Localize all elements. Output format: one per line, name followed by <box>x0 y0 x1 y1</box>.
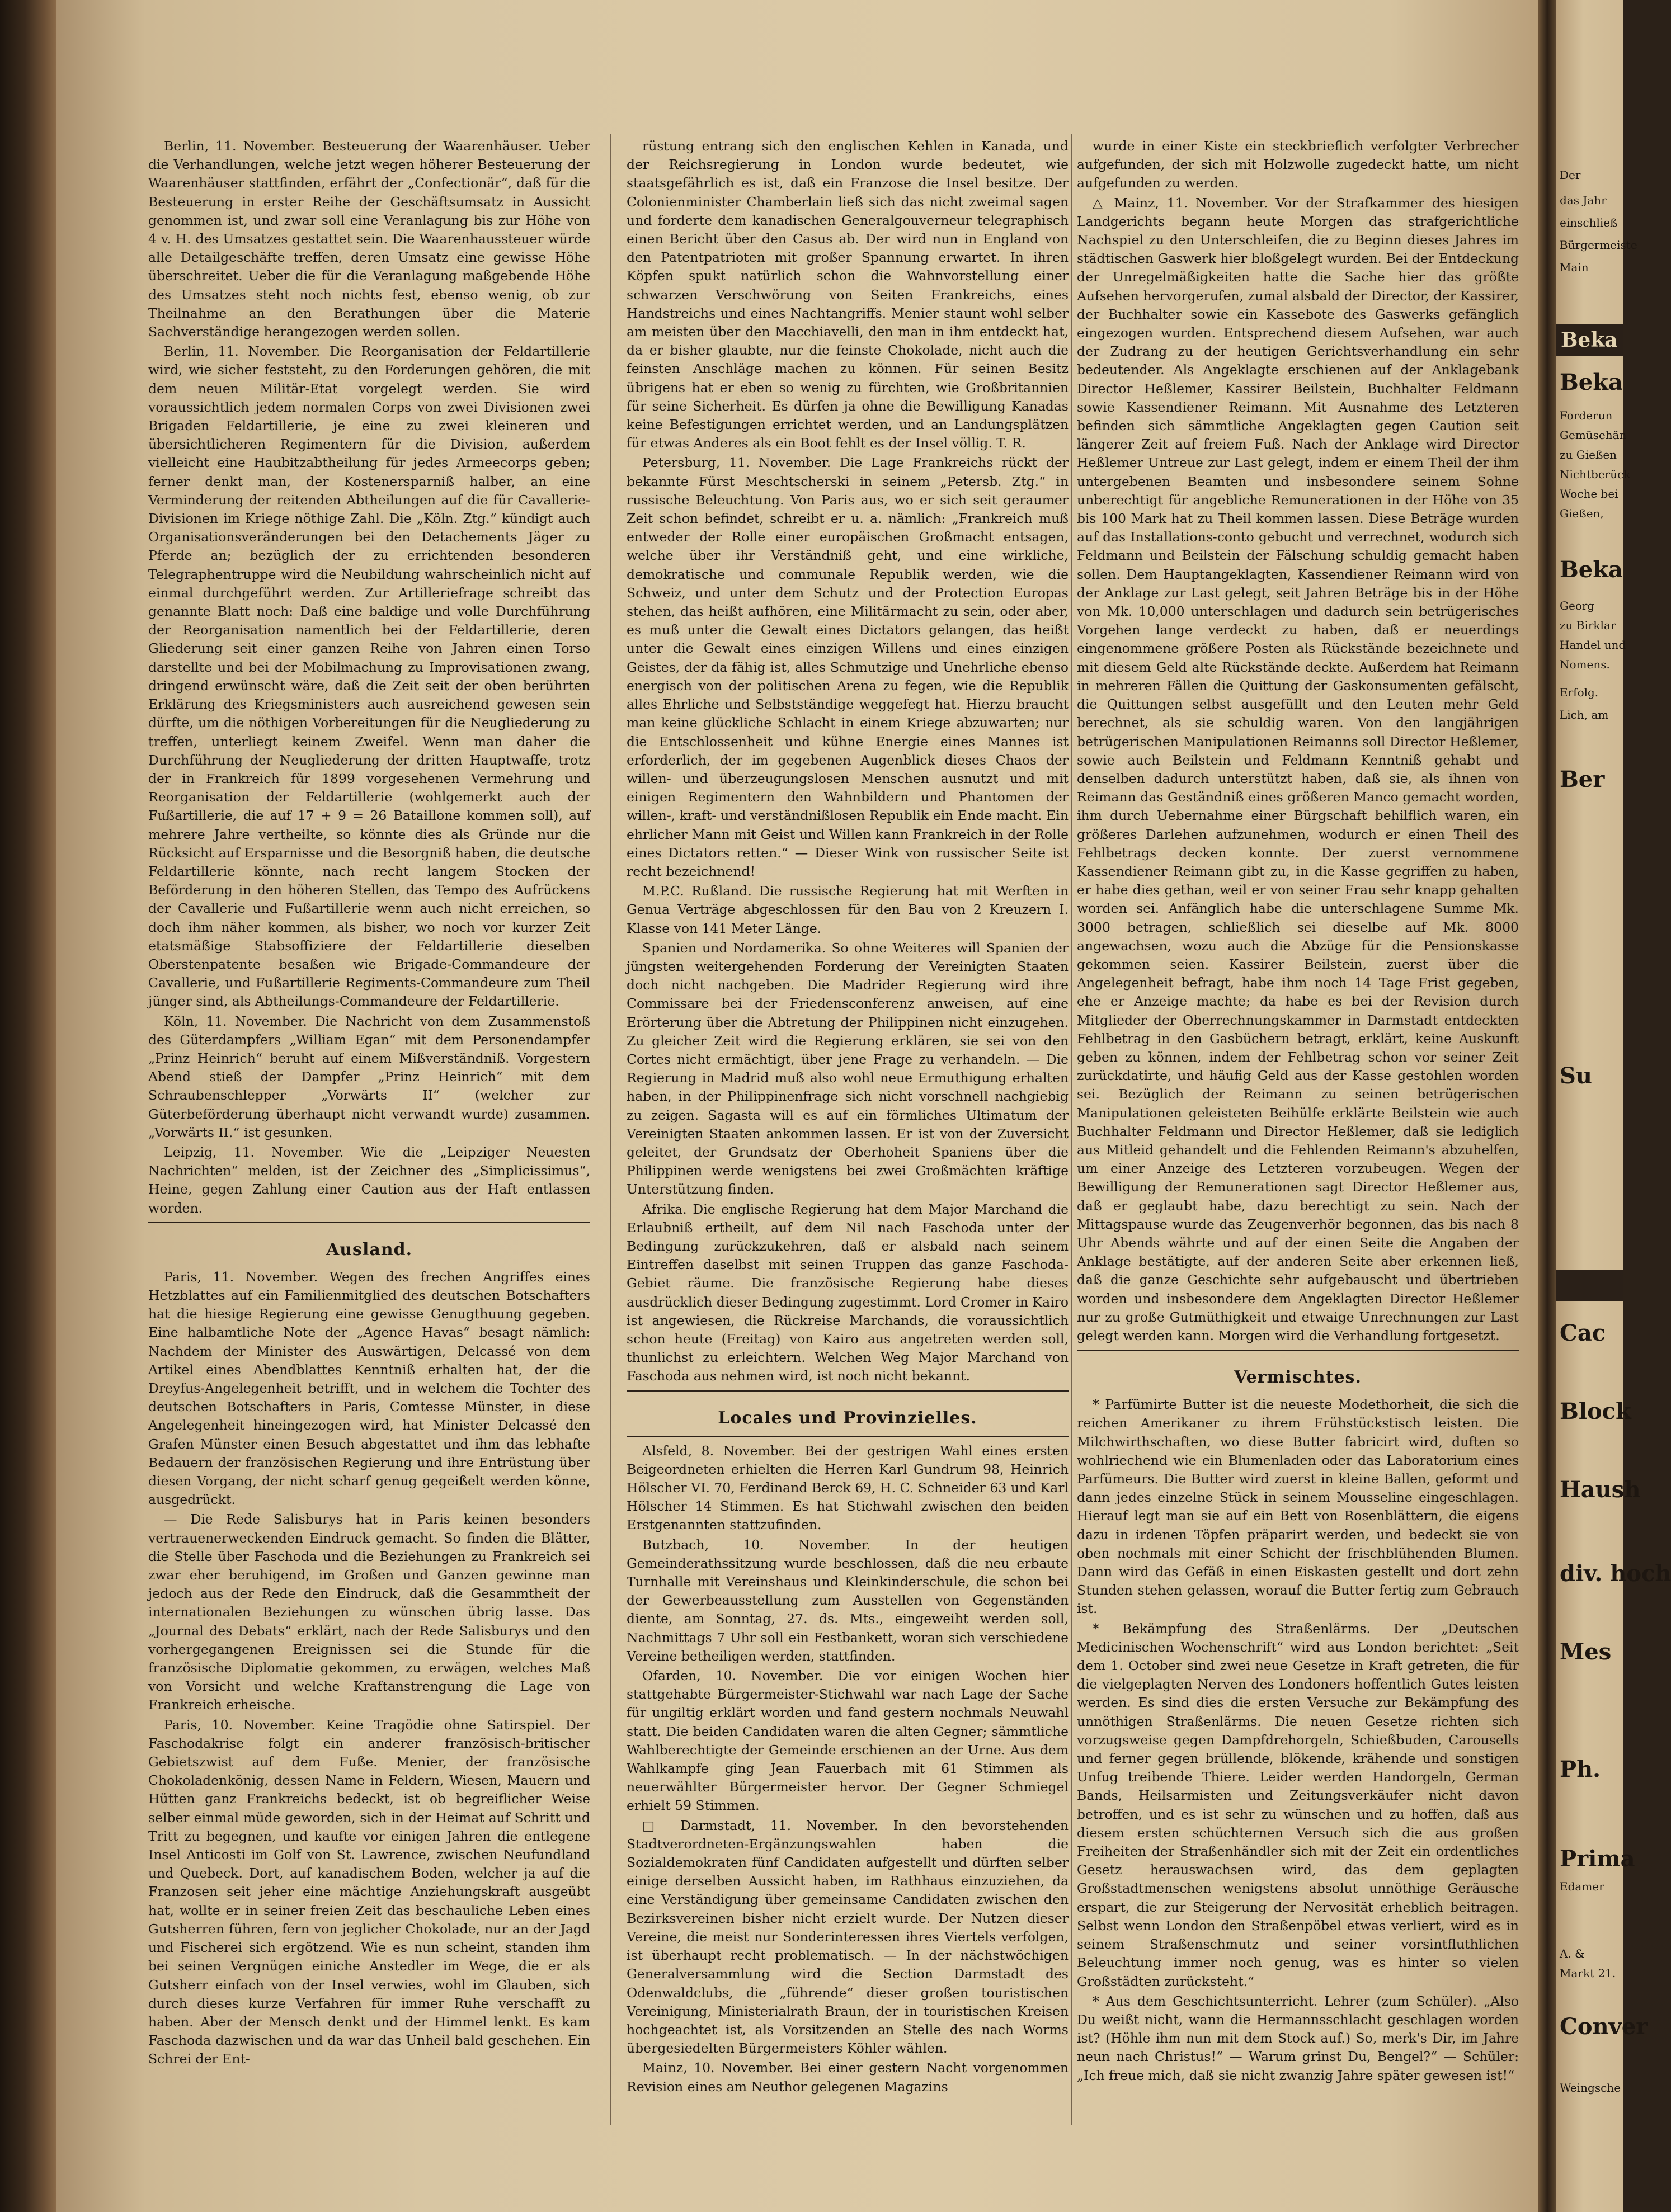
margin-fragment: Der <box>1560 168 1581 182</box>
book-binding-edge <box>0 0 56 2212</box>
ad-title: Beka <box>1560 556 1623 583</box>
ad-header-box <box>1556 324 1623 356</box>
column-3 <box>1077 137 1519 2128</box>
article-paragraph: * Bekämpfung des Straßenlärms. Der „Deutschen Medicinischen Wochenschrift“ wird aus London berichtet: „Seit dem 1. October sind zwei neue Gesetze in Kraft getreten, die für die vielgeplagten Nerven des Londoners hoffentlich Gutes leisten werden. Es sind dies die ersten Versuche zur Bekämpfung des unnöthigen Straßenlärms. Die neuen Gesetze richten sich vorzugsweise gegen Dampfdrehorgeln, Schießbuden, Carousells und ferner gegen brüllende, blökende, krähende und sonstigen Unfug treibende Thiere. Leider werden Handorgeln, German Bands, Heilsarmisten und Zeitungsverkäufer nicht davon betroffen, und es ist sehr zu wünschen und zu hoffen, daß aus diesem ersten schüchternen Versuch sich die aus großen Freiheiten der Straßenhändler sich mit der Zeit ein ordentliches Gesetz herauswachsen wird, das dem geplagten Großstadtmenschen wenigstens absolut unnöthige Geräusche erspart, die zur Steigerung der Nervosität erheblich beitragen. Selbst wenn London den Straßenpöbel etwas verliert, wird es in seinem Straßenschmutz und seiner vorsintfluthlichen Beleuchtung immer noch genug, was es hinter so vielen Großstädten zurücksteht.“ <box>1077 1620 1519 1989</box>
ad-title: div. hoch <box>1560 1560 1671 1587</box>
article-paragraph: wurde in einer Kiste ein steckbrieflich verfolgter Verbrecher aufgefunden, der sich mit Holzwolle zugedeckt hatte, um nicht aufgefunden zu werden. <box>1077 138 1519 191</box>
margin-fragment: Erfolg. <box>1560 686 1599 699</box>
margin-fragment: Nomens. <box>1560 658 1610 671</box>
margin-fragment: das Jahr <box>1560 194 1607 207</box>
article-paragraph: Leipzig, 11. November. Wie die „Leipziger Neuesten Nachrichten“ melden, ist der Zeichner des „Simplicissimus“, Heine, gegen Zahlung einer Caution aus der Haft entlassen worden. <box>148 1144 590 1216</box>
ad-title: Block <box>1560 1398 1631 1425</box>
margin-fragment: Weingsche <box>1560 2081 1621 2095</box>
article-paragraph: Paris, 11. November. Wegen des frechen Angriffes eines Hetzblattes auf ein Familienmitglied des deutschen Botschafters hat die hiesige Regierung eine gewisse Genugthuung gegeben. Eine halbamtliche Note der „Agence Havas“ besagt nämlich: Nachdem der Minister des Auswärtigen, Delcassé von dem Artikel eines Abendblattes Kenntniß erhalten hat, der die Dreyfus-Angelegenheit betrifft, und in welchem die Tochter des deutschen Botschafters in Paris, Comtesse Münster, in diese Angelegenheit hineingezogen wird, hat Minister Delcassé den Grafen Münster einen Besuch abgestattet und ihm das lebhafte Bedauern der französischen Regierung und ihre Entrüstung über diesen Vorgang, der nicht scharf genug gegeißelt werden könne, ausgedrückt. <box>148 1268 590 1508</box>
article-paragraph: Afrika. Die englische Regierung hat dem Major Marchand die Erlaubniß ertheilt, auf dem Nil nach Faschoda unter der Bedingung zurückzukehren, daß er alsbald nach seinem Eintreffen daselbst mit seinen Truppen das ganze Faschoda-Gebiet räume. Die französische Regierung habe dieses ausdrücklich dieser Bedingung zugestimmt. Lord Cromer in Kairo ist angewiesen, die Rückreise Marchands, die voraussichtlich schon heute (Freitag) von Kairo aus angetreten werden soll, thunlichst zu erleichtern. Welchen Weg Major Marchand von Faschoda aus nehmen wird, ist noch nicht bekannt. <box>627 1201 1069 1384</box>
article-paragraph: Paris, 10. November. Keine Tragödie ohne Satirspiel. Der Faschodakrise folgt ein anderer französisch-britischer Gebietszwist auf dem Fuße. Menier, der französische Chokoladenkönig, dessen Name in Feldern, Wiesen, Mauern und Hütten ganz Frankreichs bedeckt, ist ob begreiflicher Weise selber einmal müde geworden, sich in der Heimat auf Schritt und Tritt zu begegnen, und kaufte vor einigen Jahren die entlegene Insel Anticosti im Golf von St. Lawrence, zwischen Neufundland und Quebeck. Dort, auf kanadischem Boden, welcher ja auf die Franzosen seit jeher eine mächtige Anziehungskraft ausgeübt hat, wollte er in seiner freien Zeit das beschauliche Leben eines Gutsherren führen, fern von jeglicher Chokolade, nur an der Jagd und Fischerei sich ergötzend. Wie es nun scheint, standen ihm bei seinen Vergnügen einiche Anstedler im Wege, die er als Gutsherr einfach von der Insel verwies, wohl im Glauben, sich durch dieses kurze Verfahren für immer Ruhe verschafft zu haben. Aber der Mensch denkt und der Himmel lenkt. Es kam Faschoda dazwischen und da war das Unheil bald geschehen. Ein Schrei der Ent- <box>148 1716 590 2067</box>
margin-fragment: Main <box>1560 261 1589 274</box>
adjacent-page-edge <box>1556 0 1671 2212</box>
article-paragraph: * Parfümirte Butter ist die neueste Modethorheit, die sich die reichen Amerikaner zu ihrem Frühstückstisch leisten. Die Milchwirthschaften, wo diese Butter fabricirt wird, duften so wohlriechend wie ein Blumenladen oder das Laboratorium eines Parfümeurs. Die Butter wird zuerst in kleine Ballen, geformt und dann jedes einzelne Stück in seinem Mousseline eingeschlagen. Hierauf legt man sie auf ein Bett von Rosenblättern, die eigens dazu in irdenen Töpfen präparirt werden, und bedeckt sie von oben nochmals mit einer Schicht der frischblühenden Blumen. Dann wird das Gefäß in einen Eiskasten gestellt und dort zehn Stunden stehen gelassen, worauf die Butter fertig zum Gebrauch ist. <box>1077 1397 1519 1617</box>
margin-fragment: zu Gießen <box>1560 448 1617 461</box>
margin-fragment: Edamer <box>1560 1880 1604 1893</box>
margin-fragment: Gemüsehän <box>1560 428 1627 442</box>
ad-title: Ber <box>1560 766 1605 793</box>
margin-fragment: Gießen, <box>1560 507 1604 520</box>
section-heading-locales: Locales und Provinzielles. <box>718 1408 977 1428</box>
ad-title: Cac <box>1560 1320 1606 1346</box>
section-rule <box>1077 1350 1519 1351</box>
article-paragraph: Spanien und Nordamerika. So ohne Weiteres will Spanien der jüngsten weitergehenden Forderung der Vereinigten Staaten doch nicht nachgeben. Die Madrider Regierung wird ihre Commissare bei der Friedensconferenz anweisen, auf eine Erörterung über die Abtretung der Philippinen nicht einzugehen. Zu gleicher Zeit wird die Regierung erklären, sie sei von den Cortes nicht ermächtigt, über jene Frage zu verhandeln. — Die Regierung in Madrid muß also wohl neue Ermuthigung erhalten haben, in der Philippinenfrage sich nicht vorschnell nachgiebig zu zeigen. Sagasta will es auf ein förmliches Ultimatum der Vereinigten Staaten ankommen lassen. Er ist von der Zuversicht geleitet, der Grundsatz der Oberhoheit Spaniens über die Philippinen werde wenigstens bei zwei Großmächten kräftige Unterstützung finden. <box>627 940 1069 1197</box>
margin-fragment: A. & <box>1560 1947 1585 1960</box>
margin-fragment: Lich, am <box>1560 708 1609 721</box>
article-paragraph: Alsfeld, 8. November. Bei der gestrigen Wahl eines ersten Beigeordneten erhielten die Herren Karl Gundrum 98, Heinrich Hölscher VI. 70, Ferdinand Berck 69, H. C. Schneider 63 und Karl Hölscher 14 Stimmen. Es hat Stichwahl zwischen den beiden Erstgenannten stattzufinden. <box>627 1442 1069 1533</box>
article-paragraph: Petersburg, 11. November. Die Lage Frankreichs rückt der bekannte Fürst Meschtscherski in seinem „Petersb. Ztg.“ in russische Beleuchtung. Von Paris aus, wo er sich seit geraumer Zeit schon befindet, schreibt er u. a. nämlich: „Frankreich muß entweder der Rolle einer europäischen Großmacht entsagen, welche über ihr Verständniß geht, und eine wirkliche, demokratische und communale Republik werden, wie die Schweiz, und unter dem Schutz und der Protection Europas stehen, das heißt aufhören, eine Militärmacht zu sein, oder aber, es muß unter die Gewalt eines Dictators gelangen, das heißt unter die Gewalt eines einzigen Willens und eines einzigen Geistes, der da fähig ist, alles Schmutzige und Unehrliche ebenso energisch von der politischen Arena zu fegen, wie die Republik alles Ehrliche und Selbstständige weggefegt hat. Hierzu braucht man keine glückliche Schlacht in einem Kriege abzuwarten; nur die Entschlossenheit und kühne Energie eines Mannes ist erforderlich, der im gegebenen Augenblick dieses Chaos der willen- und überzeugungslosen Menschen ausnutzt und mit einigen Regimentern den Wahnbildern und Phantomen der willen-, kraft- und verständnißlosen Republik ein Ende macht. Ein ehrlicher Mann mit Geist und Willen kann Frankreich in der Rolle eines Dictators retten.“ — Dieser Wink von russischer Seite ist recht bezeichnend! <box>627 455 1069 879</box>
article-paragraph: M.P.C. Rußland. Die russische Regierung hat mit Werften in Genua Verträge abgeschlossen für den Bau von 2 Kreuzern I. Klasse von 141 Meter Länge. <box>627 883 1069 936</box>
article-paragraph: Berlin, 11. November. Die Reorganisation der Feldartillerie wird, wie sicher feststeht, zu den Forderungen gehören, die mit dem neuen Militär-Etat vorgelegt werden. Sie wird voraussichtlich jedem normalen Corps von zwei Divisionen zwei Brigaden Feldartillerie, je eine zu zwei kleineren und übersichtlicheren Regimentern für die Division, außerdem vielleicht eine Haubitzabtheilung für jedes Armeecorps geben; ferner denkt man, der Kostenersparniß halber, an eine Verminderung der reitenden Abtheilungen auf die für Cavallerie-Divisionen im Kriege nöthige Zahl. Die „Köln. Ztg.“ kündigt auch Organisationsveränderungen bei den Detachements Jäger zu Pferde an; bezüglich der zu errichtenden besonderen Telegraphentruppe wird die Neubildung wahrscheinlich nicht auf einmal durchgeführt werden. Zur Artilleriefrage schreibt das genannte Blatt noch: Daß eine baldige und volle Durchführung der Reorganisation namentlich bei der Feldartillerie, deren Gliederung seit einer ganzen Reihe von Jahren einen Torso darstellte und bei der Mobilmachung zu Improvisationen zwang, dringend erwünscht wäre, daß die Zeit seit der oben berührten Erklärung des Kriegsministers auch ausreichend gewesen sein dürfte, um die nöthigen Vorbereitungen für die Neugliederung zu treffen, unterliegt keinem Zweifel. Wenn man daher die Durchführung der Neugliederung der dritten Hauptwaffe, trotz der in Frankreich für 1899 vorgesehenen Vermehrung und Reorganisation der Feldartillerie (wohlgemerkt auch der Fußartillerie, die auf 17 + 9 = 26 Bataillone kommen soll), auf mehrere Jahre vertheilte, so könnte dies als Gründe nur die Rücksicht auf Ersparnisse und die Besorgniß haben, die deutsche Feldartillerie könnte, nach recht langem Stocken der Beförderung in den höheren Stellen, das Tempo des Aufrückens der Cavallerie und Fußartillerie wenn auch nicht erreichen, so doch ihm näher kommen, als bisher, wo noch vor kurzer Zeit etatsmäßige Stabsoffiziere der Feldartillerie dieselben Oberstenpatente besaßen wie Brigade-Commandeure der Cavallerie, und Fußartillerie Regiments-Commandeure zum Theil jünger sind, als Abtheilungs-Commandeure der Feldartillerie. <box>148 343 590 1010</box>
section-rule <box>627 1436 1069 1437</box>
margin-fragment: Handel und <box>1560 638 1626 652</box>
ad-title: Haush <box>1560 1477 1641 1503</box>
margin-fragment: Woche bei <box>1560 487 1618 501</box>
ad-title: Mes <box>1560 1639 1612 1665</box>
article-paragraph: Ofarden, 10. November. Die vor einigen Wochen hier stattgehabte Bürgermeister-Stichwahl war nach Lage der Sache für ungiltig erklärt worden und fand gestern nochmals Neuwahl statt. Die beiden Candidaten waren die alten Gegner; sämmtliche Wahlberechtigte der Gemeinde erschienen an der Urne. Aus dem Wahlkampfe ging Jean Fauerbach mit 61 Stimmen als neuerwählter Bürgermeister hervor. Der Gegner Schmiegel erhielt 59 Stimmen. <box>627 1668 1069 1814</box>
article-paragraph: — Die Rede Salisburys hat in Paris keinen besonders vertrauenerweckenden Eindruck gemacht. So finden die Blätter, die Stelle über Faschoda und die Beziehungen zu Frankreich sei zwar eher beruhigend, im Großen und Ganzen gewinne man jedoch aus der Rede den Eindruck, daß die Gesammtheit der internationalen Beziehungen zu wünschen übrig lasse. Das „Journal des Debats“ erklärt, nach der Rede Salisburys und den vorhergegangenen Ereignissen sei die Stunde für die französische Diplomatie gekommen, zu erwägen, welches Maß von Vorsicht und welche Kraftanstrengung die Lage von Frankreich erheische. <box>148 1511 590 1713</box>
column-1 <box>148 137 590 2128</box>
page-gutter <box>1538 0 1556 2212</box>
ad-title: Ph. <box>1560 1756 1601 1782</box>
column-rule <box>1071 134 1072 2125</box>
section-heading-vermischtes: Vermischtes. <box>1234 1367 1362 1388</box>
article-paragraph: rüstung entrang sich den englischen Kehlen in Kanada, und der Reichsregierung in London wurde bedeutet, wie staatsgefährlich es ist, daß ein Franzose die Insel besitze. Der Colonienminister Chamberlain ließ sich das nicht zweimal sagen und forderte dem kanadischen Generalgouverneur telegraphisch einen Bericht über den Casus ab. Der wird nun in England von den Patentpatrioten mit großer Spannung erwartet. In ihren Köpfen spukt natürlich schon die Wahnvorstellung einer schwarzen Verschwörung von Seiten Frankreichs, eines Handstreichs und eines Nachtangriffs. Menier staunt wohl selber am meisten über den Macchiavelli, den man in ihm entdeckt hat, da er bisher glaubte, nur die feinste Chokolade, nicht auch die feinsten Anschläge machen zu können. Für seinen Besitz übrigens hat er eben so wenig zu fürchten, wie Großbritannien für seine Sicherheit. Es dürfen ja ohne die Bewilligung Kanadas keine Befestigungen errichtet werden, und an Landungsplätzen für etwas Anderes als ein Boot fehlt es der Insel völlig. T. R. <box>627 138 1069 451</box>
section-rule <box>627 1390 1069 1392</box>
section-heading-ausland: Ausland. <box>326 1239 413 1260</box>
article-paragraph: Berlin, 11. November. Besteuerung der Waarenhäuser. Ueber die Verhandlungen, welche jetzt wegen höherer Besteuerung der Waarenhäuser stattfinden, erfährt der „Confectionär“, daß für die Besteuerung in erster Reihe der Geschäftsumsatz in Aussicht genommen ist, und zwar soll eine Veranlagung bis zur Höhe von 4 v. H. des Umsatzes gestattet sein. Die Waarenhaussteuer würde alle Detailgeschäfte treffen, deren Umsatz eine gewisse Höhe überschreitet. Ueber die für die Veranlagung maßgebende Höhe des Umsatzes steht noch nichts fest, ebenso wenig, ob zur Theilnahme an den Berathungen über die Materie Sachverständige herangezogen werden sollen. <box>148 138 590 340</box>
ad-title: Conver <box>1560 2013 1648 2040</box>
column-rule <box>610 134 611 2125</box>
article-paragraph: □ Darmstadt, 11. November. In den bevorstehenden Stadtverordneten-Ergänzungswahlen haben die Sozialdemokraten fünf Candidaten aufgestellt und dürften selber einige derselben Aussicht haben, im Rathhaus einzuziehen, da eine Verständigung über gemeinsame Candidaten zwischen den Bezirksvereinen bisher nicht erzielt wurde. Der Nutzen dieser Vereine, die meist nur Sonderinteressen ihres Viertels verfolgen, ist überhaupt recht problematisch. — In der nächstwöchigen Generalversammlung wird die Section Darmstadt des Odenwaldclubs, die „führende“ dieser großen touristischen Vereinigung, Ministerialrath Braun, der in touristischen Kreisen hochgeachtet ist, als Vorsitzenden an Stelle des nach Worms übergesiedelten Bürgermeisters Köhler wählen. <box>627 1817 1069 2057</box>
ad-header-text: Beka <box>1561 328 1618 352</box>
section-rule <box>148 1222 590 1223</box>
margin-fragment: Forderun <box>1560 409 1613 422</box>
margin-fragment: Nichtberück <box>1560 468 1631 481</box>
article-paragraph: * Aus dem Geschichtsunterricht. Lehrer (zum Schüler). „Also Du weißt nicht, wann die Hermannsschlacht geschlagen worden ist? (Höhle ihm nun mit dem Stock auf.) So, merk's Dir, im Jahre neun nach Christus!“ — Warum grinst Du, Bengel?“ — Schüler: „Ich freue mich, daß sie nicht zwanzig Jahre später gewesen ist!“ <box>1077 1993 1519 2083</box>
ad-header-box <box>1556 1270 1623 1301</box>
margin-fragment: Bürgermeiste <box>1560 238 1637 252</box>
margin-fragment: Georg <box>1560 599 1595 612</box>
article-paragraph: Köln, 11. November. Die Nachricht von dem Zusammenstoß des Güterdampfers „William Egan“ mit dem Personendampfer „Prinz Heinrich“ beruht auf einem Mißverständniß. Vorgestern Abend stieß der Dampfer „Prinz Heinrich“ mit dem Schraubenschlepper „Vorwärts II“ (welcher zur Güterbeförderung überhaupt nicht verwandt wurde) zusammen. „Vorwärts II.“ ist gesunken. <box>148 1013 590 1140</box>
ad-title: Prima <box>1560 1846 1635 1872</box>
article-paragraph: Mainz, 10. November. Bei einer gestern Nacht vorgenommen Revision eines am Neuthor gelegenen Magazins <box>627 2060 1069 2095</box>
article-paragraph: Butzbach, 10. November. In der heutigen Gemeinderathssitzung wurde beschlossen, daß die neu erbaute Turnhalle mit Vereinshaus und Kleinkinderschule, die schon bei der Gewerbeausstellung zum Ausstellen von Gegenständen diente, am Sonntag, 27. ds. Mts., eingeweiht werden soll, Nachmittags 7 Uhr soll ein Festbankett, woran sich verschiedene Vereine betheiligen werden, stattfinden. <box>627 1536 1069 1664</box>
margin-fragment: zu Birklar <box>1560 619 1616 632</box>
margin-fragment: Markt 21. <box>1560 1966 1616 1980</box>
ad-title: Beka <box>1560 369 1623 395</box>
margin-fragment: einschließ <box>1560 216 1618 229</box>
column-2 <box>627 137 1069 2128</box>
ad-title: Su <box>1560 1063 1592 1089</box>
article-paragraph: △ Mainz, 11. November. Vor der Strafkammer des hiesigen Landgerichts begann heute Morgen das strafgerichtliche Nachspiel zu den Unterschleifen, die zu Beginn dieses Jahres im städtischen Gaswerk hier bloßgelegt wurden. Bei der Entdeckung der Unregelmäßigkeiten hatte die Sache hier das größte Aufsehen hervorgerufen, zumal alsbald der Director, der Kassirer, der Buchhalter sowie ein Kassebote des Gaswerks gefänglich eingezogen wurden. Entsprechend diesem Aufsehen, war auch der Zudrang zu der heutigen Gerichtsverhandlung ein sehr bedeutender. Als Angeklagte erschienen auf der Anklagebank Director Heßlemer, Kassirer Beilstein, Buchhalter Feldmann sowie Kassendiener Reimann. Mit Ausnahme des Letzteren befinden sich sämmtliche Angeklagten gegen Caution seit längerer Zeit auf freiem Fuß. Nach der Anklage wird Director Heßlemer Untreue zur Last gelegt, indem er einem Theil der ihm untergebenen Beamten und insbesondere seinem Sohne unberechtigt für angebliche Remunerationen in der Höhe von 35 bis 100 Mark hat zu Theil kommen lassen. Diese Beträge wurden auf das Installations-conto gebucht und verrechnet, wodurch sich Feldmann und Beilstein der Fälschung schuldig gemacht haben sollen. Dem Hauptangeklagten, Kassendiener Reimann wird von der Anklage zur Last gelegt, seit Jahren Beträge bis in der Höhe von Mk. 10,000 unterschlagen und dadurch sein betrügerisches Vorgehen lange verdeckt zu haben, daß er neuerdings eingenommene größere Posten als Rückstände bezeichnete und mit diesem Geld alte Rückstände deckte. Außerdem hat Reimann in mehreren Fällen die Quittung der Gaskonsumenten gefälscht, die Quittungen selbst ausgefüllt und den Leuten mehr Geld berechnet, als sie schuldig waren. Von den langjährigen betrügerischen Manipulationen Reimanns soll Director Heßlemer, sowie auch Beilstein und Feldmann Kenntniß gehabt und denselben dadurch unterstützt haben, daß sie, als ihnen von Reimann das Geständniß eines größeren Manco gemacht worden, ihm durch Uebernahme einer Bürgschaft behilflich waren, ein größeres Darlehen aufzunehmen, wodurch er einen Theil des Fehlbetrags decken konnte. Der zuerst vernommene Kassendiener Reimann gibt zu, in die Kasse gegriffen zu haben, er habe dies gethan, weil er von seiner Frau sehr knapp gehalten worden sei. Anfänglich habe die unterschlagene Summe Mk. 3000 betragen, schließlich sei dieselbe auf Mk. 8000 angewachsen, wozu auch die Abzüge für die Pensionskasse gekommen seien. Kassirer Beilstein, zuerst über die Angelegenheit befragt, habe ihm noch 14 Tage Frist gegeben, ehe er Anzeige machte; da habe es bei der Revision durch Mitglieder der Oberrechnungskammer in Darmstadt entdeckten Fehlbetrag in den Gasbüchern betragt, erklärt, keine Auskunft geben zu können, indem der Fehlbetrag schon vor seiner Zeit zurückdatirte, und häufig Geld aus der Kasse gestohlen worden sei. Bezüglich der Reimann zu seinen betrügerischen Manipulationen geleisteten Beihülfe erklärte Beilstein wie auch Buchhalter Feldmann und Director Heßlemer, daß sie lediglich aus Mitleid gehandelt und die Fehlenden Reimann's abzuhelfen, um einer Anzeige des Letzteren vorzubeugen. Wegen der Bewilligung der Remunerationen sagt Director Heßlemer aus, daß er geglaubt habe, dazu berechtigt zu sein. Nach der Mittagspause wurde das Zeugenverhör begonnen, das bis nach 8 Uhr Abends währte und auf der einen Seite die Angaben der Anklage bestätigte, auf der anderen Seite aber erkennen ließ, daß die ganze Geschichte sehr aufgebauscht und übertrieben worden und insbesondere dem Angeklagten Director Heßlemer nur zu große Gutmüthigkeit und etwaige Unrechnungen zur Last gelegt werden kann. Morgen wird die Verhandlung fortgesetzt. <box>1077 195 1519 1343</box>
